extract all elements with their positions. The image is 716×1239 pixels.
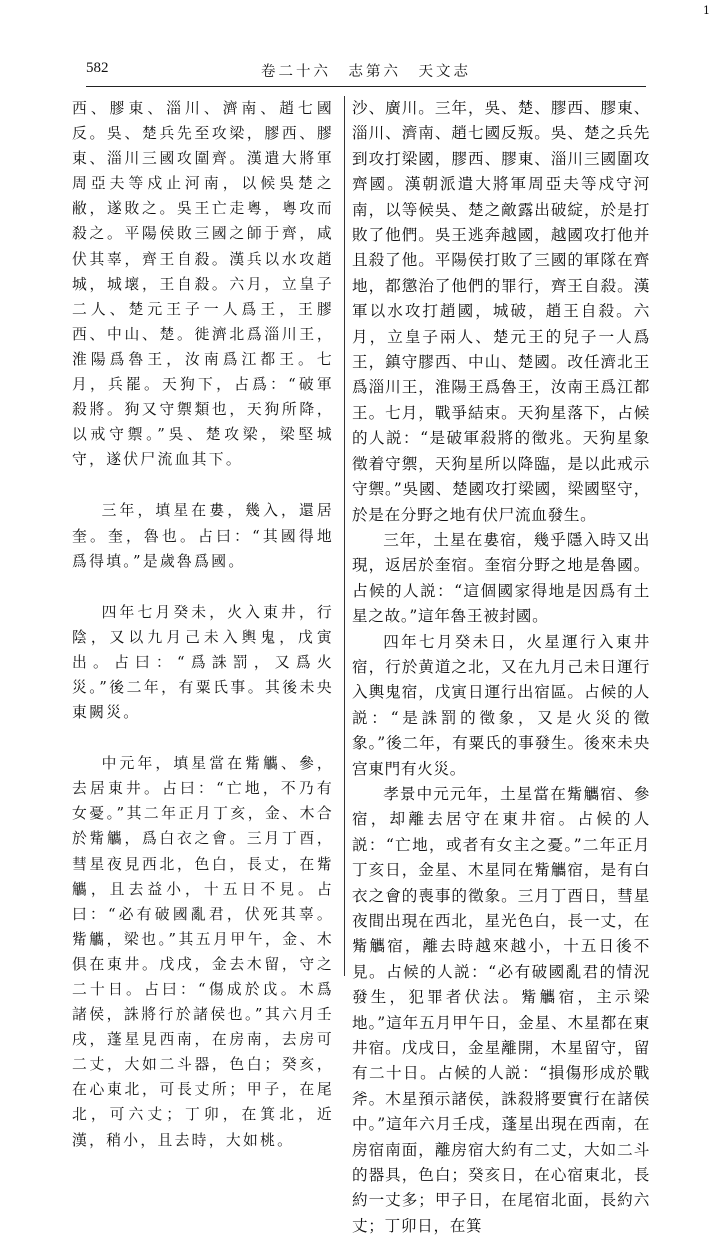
paragraph: 西、膠東、淄川、濟南、趙七國反。吳、楚兵先至攻梁，膠西、膠東、淄川三國攻圍齊。漢遣大將軍周亞夫等戍止河南，以候吳楚之敝，遂敗之。吳王亡走粵，粵攻而殺之。平陽侯敗三國之師于齊，咸伏其辜，齊王自殺。漢兵以水攻趙城，城壞，王自殺。六月，立皇子二人、楚元王子一人爲王，王膠西、中山、楚。徙濟北爲淄川王，淮陽爲魯王，汝南爲江都王。七月，兵罷。天狗下，占爲：“破軍殺將。狗又守禦類也，天狗所降，以戒守禦。”吳、楚攻梁，梁堅城守，遂伏尸流血其下。 bbox=[72, 100, 334, 469]
paragraph: 孝景中元元年，土星當在觜觿宿、參宿，却離去居守在東井宿。占候的人説：“亡地，或者有女主之憂。”二年正月丁亥日，金星、木星同在觜觿宿，是有白衣之會的喪事的徵象。三月丁酉日，彗星夜間出現在西北，星光色白，長一丈，在觜觿宿，離去時越來越小，十五日後不見。占候的人説：“必有破國亂君的情況發生，犯罪者伏法。觜觿宿，主示梁地。”這年五月甲午日，金星、木星都在東井宿。戊戌日，金星離開，木星留守，留有二十日。占候的人説：“損傷形成於戰斧。木星預示諸侯，誅殺將要實行在諸侯中。”這年六月壬戌，蓬星出現在西南，在房宿南面，離房宿大約有二丈，大如二斗的器具，色白；癸亥日，在心宿東北，長約一丈多；甲子日，在尾宿北面，長約六丈；丁卯日，在箕 bbox=[352, 784, 650, 1235]
paragraph: 三年，填星在婁，幾入，還居奎。奎，魯也。占曰：“其國得地爲得填。”是歲魯爲國。 bbox=[72, 502, 334, 570]
paragraph: 四年七月癸未，火入東井，行陰，又以九月己未入輿鬼，戊寅出。占曰：“爲誅罰，又爲火災。”後二年，有粟氏事。其後未央東闕災。 bbox=[72, 603, 334, 722]
page-number: 582 bbox=[86, 60, 109, 76]
translation-column bbox=[352, 96, 650, 1239]
classical-text-column bbox=[72, 96, 334, 1153]
header-rule bbox=[86, 86, 646, 87]
page-header bbox=[86, 60, 646, 84]
paragraph: 三年，土星在婁宿，幾乎隱入時又出現，返居於奎宿。奎宿分野之地是魯國。占候的人説：“這個國家得地是因爲有土星之故。”這年魯王被封國。 bbox=[352, 530, 650, 626]
running-title: 卷二十六 志第六 天文志 bbox=[261, 64, 471, 80]
paragraph: 四年七月癸未日，火星運行入東井宿，行於黄道之北，又在九月己未日運行入輿鬼宿，戊寅日運行出宿區。占候的人説：“是誅罰的徵象，又是火災的徵象。”後二年，有粟氏的事發生。後來未央宫東門有火災。 bbox=[352, 632, 650, 778]
paragraph: 沙、廣川。三年，吳、楚、膠西、膠東、淄川、濟南、趙七國反叛。吳、楚之兵先到攻打梁國，膠西、膠東、淄川三國圍攻齊國。漢朝派遣大將軍周亞夫等戍守河南，以等候吳、楚之敵露出破綻，於是打敗了他們。吳王逃奔越國，越國攻打他并且殺了他。平陽侯打敗了三國的軍隊在齊地，都懲治了他們的罪行，齊王自殺。漢軍以水攻打趙國，城破，趙王自殺。六月，立皇子兩人、楚元王的兒子一人爲王，鎮守膠西、中山、楚國。改任濟北王爲淄川王，淮陽王爲魯王，汝南王爲江都王。七月，戰爭結束。天狗星落下，占候的人説：“是破軍殺將的徵兆。天狗星象徵着守禦，天狗星所以降臨，是以此戒示守禦。”吳國、楚國攻打梁國，梁國堅守，於是在分野之地有伏尸流血發生。 bbox=[352, 99, 650, 524]
column-divider bbox=[344, 96, 345, 976]
page-edge-mark: 1 bbox=[703, 4, 710, 17]
paragraph: 中元年，填星當在觜觿、參，去居東井。占曰：“亡地，不乃有女憂。”其二年正月丁亥，金、木合於觜觿，爲白衣之會。三月丁酉，彗星夜見西北，色白，長丈，在觜觿，且去益小，十五日不見。占曰：“必有破國亂君，伏死其辜。觜觿，梁也。”其五月甲午，金、木俱在東井。戊戌，金去木留，守之二十日。占曰：“傷成於戉。木爲諸侯，誅將行於諸侯也。”其六月壬戌，蓬星見西南，在房南，去房可二丈，大如二斗器，色白；癸亥，在心東北，可長丈所；甲子，在尾北，可六丈；丁卯，在箕北，近漢，稍小，且去時，大如桃。 bbox=[72, 755, 334, 1149]
